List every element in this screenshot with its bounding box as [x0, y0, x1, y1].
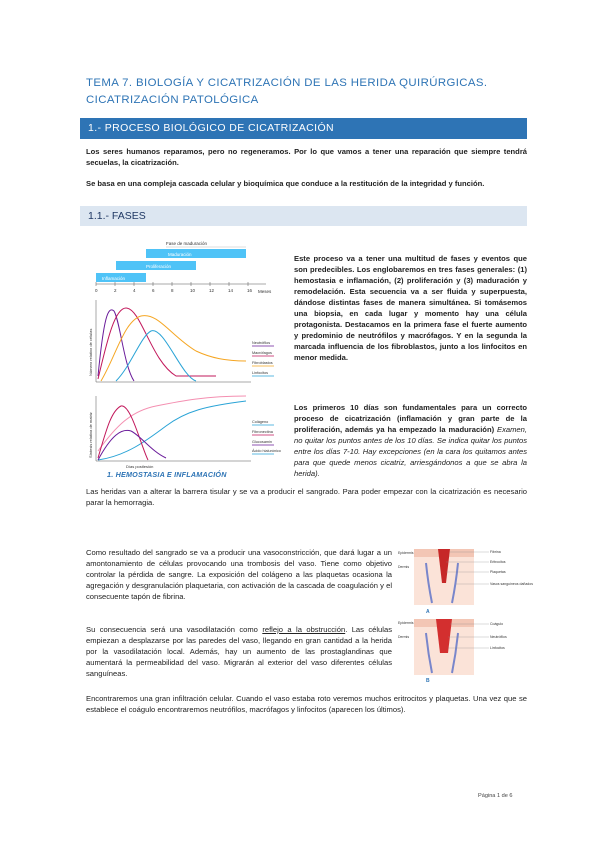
first-days-text: Los primeros 10 días son fundamentales para un correcto proceso de cicatrización (inflamación y gran parte de la proliferación, además ya ha empezado la maduración)	[294, 403, 527, 434]
maturation-bar	[146, 249, 246, 258]
svg-text:Neutrófilos: Neutrófilos	[252, 341, 271, 345]
bar-label-proliferation: Proliferación	[146, 264, 172, 269]
vasodilation-underline: reflejo a la obstrucción	[262, 625, 346, 634]
neutrophils-curve	[98, 310, 134, 381]
page-title: TEMA 7. BIOLOGÍA Y CICATRIZACIÓN DE LAS HERIDA QUIRÚRGICAS. CICATRIZACIÓN PATOLÓGICA	[86, 77, 488, 106]
svg-text:Epidermis: Epidermis	[398, 551, 414, 555]
bottom-y-label: Síntesis relativa de matriz	[88, 412, 93, 458]
x-tick-label: 14	[228, 288, 234, 293]
svg-text:Macrófagos: Macrófagos	[252, 351, 272, 355]
svg-text:Epidermis: Epidermis	[398, 621, 414, 625]
lymphocytes-curve	[116, 331, 196, 381]
svg-text:Fibroblastos: Fibroblastos	[252, 361, 273, 365]
x-tick-label: 8	[171, 288, 174, 293]
paragraph-vasodilation	[86, 624, 392, 679]
svg-text:Eritrocitos: Eritrocitos	[490, 560, 506, 564]
x-axis-label: Días postlesión	[126, 464, 154, 469]
first-days-paragraph	[294, 402, 527, 479]
svg-text:Linfocitos: Linfocitos	[490, 646, 505, 650]
svg-text:Glucosamin: Glucosamin	[252, 440, 273, 444]
subsection-hemostasis: 1. HEMOSTASIA E INFLAMACIÓN	[107, 470, 227, 479]
exam-note: Examen, no quitar los puntos antes de los 10 días. Se indica quitar los puntos entre los días 7-10. Hay excepciones (en la cara los quitamos antes para que quede menos cicatriz, arriesgándonos a que se abra la herida).	[294, 425, 527, 478]
panel-b	[398, 619, 507, 684]
paragraph-bleeding: Las heridas van a alterar la barrera tisular y se va a producir el sangrado. Para poder empezar con la cicatrización es necesario parar la hemorragia.	[86, 487, 527, 507]
paragraph-cascade: Se basa en una compleja cascada celular y bioquímica que conduce a la restitución de la integridad y función.	[86, 179, 485, 188]
fibroblasts-curve	[101, 316, 246, 381]
svg-text:Dermis: Dermis	[398, 565, 410, 569]
svg-text:Plaquetas: Plaquetas	[490, 570, 506, 574]
x-tick-label: 6	[152, 288, 155, 293]
bar-label-inflammation: Inflamación	[102, 276, 126, 281]
section-heading: 1.- PROCESO BIOLÓGICO DE CICATRIZACIÓN	[88, 122, 335, 134]
svg-text:Vasos sanguíneos dañados: Vasos sanguíneos dañados	[490, 582, 533, 586]
x-tick-label: 2	[114, 288, 117, 293]
x-tick-label: 16	[247, 288, 253, 293]
x-tick-label: 12	[209, 288, 215, 293]
phases-paragraph: Este proceso va a tener una multitud de fases y eventos que son predecibles. Los englobaremos en tres fases generales: (1) hemostasia e inflamación, (2) proliferación y (3) maduración y remodelación. Esta secuencia va a ser fluida y superpuesta, dándose distintas fases de manera simultánea. Si tomásemos una biopsia, en cada lugar y momento hay una célula protagonista. Destacamos en la primera fase el fuerte aumento y predominio de neutrófilos y macrófagos. Y en la segunda la marcada influencia de los fibroblastos, junto a los linfocitos en menor medida.	[294, 254, 527, 362]
x-tick-label: 4	[133, 288, 136, 293]
subsection-heading: 1.1.- FASES	[88, 210, 146, 222]
macrophages-curve	[98, 308, 216, 379]
glucosamine-curve	[98, 406, 148, 460]
svg-text:Linfocitos: Linfocitos	[252, 371, 269, 375]
x-axis-ticks	[95, 282, 253, 293]
x-end-label: Meses	[258, 289, 272, 294]
vasodilation-text-a: Su consecuencia será una vasodilatación como	[86, 625, 263, 634]
svg-text:A: A	[426, 609, 430, 615]
svg-text:Fibronectina: Fibronectina	[252, 430, 273, 434]
vasodilation-text-b: . Las células empiezan a desplazarse por las paredes del vaso, llegando en gran cantidad a la herida por la vasodilatación local. Además, hay un aumento de las prostaglandinas que aumentará la permeabilidad del vaso. Migrarán al exterior del vaso diferentes células sanguíneas.	[86, 625, 392, 678]
collagen-curve	[98, 401, 246, 460]
svg-text:B: B	[426, 678, 430, 684]
page-footer: Página 1 de 6	[478, 793, 513, 799]
svg-text:Colágeno: Colágeno	[252, 420, 269, 424]
x-tick-label: 0	[95, 288, 98, 293]
subsection-heading-bar	[80, 206, 527, 226]
paragraph-intro: Los seres humanos reparamos, pero no regeneramos. Por lo que vamos a tener una reparación que siempre tendrá secuelas, la cicatrización.	[86, 147, 527, 167]
svg-text:Fibrina: Fibrina	[490, 550, 501, 554]
paragraph-infiltration: Encontraremos una gran infiltración celular. Cuando el vaso estaba roto veremos muchos eritrocitos y plaquetas. Una vez que se establece el coágulo encontraremos neutrófilos, macrófagos y linfocitos (aparecen los últimos).	[86, 694, 527, 714]
section-heading-bar	[80, 118, 527, 139]
svg-text:Coágulo: Coágulo	[490, 622, 504, 626]
bottom-legend	[252, 420, 281, 454]
skin-wound-illustration	[396, 543, 533, 684]
bar-label-maturation: Maduración	[168, 252, 192, 257]
top-y-label: Número relativo de células	[88, 328, 93, 376]
bar-label-phase: Fase de maduración	[166, 241, 208, 246]
x-tick-label: 10	[190, 288, 196, 293]
svg-text:Neutrófilos: Neutrófilos	[490, 635, 507, 639]
svg-text:Dermis: Dermis	[398, 635, 410, 639]
top-legend	[252, 341, 274, 376]
svg-text:Ácido hialurónico: Ácido hialurónico	[252, 449, 281, 453]
panel-a	[398, 549, 533, 615]
wound-healing-phases-figure	[86, 236, 281, 470]
paragraph-vasoconstriction: Como resultado del sangrado se va a producir una vasoconstricción, que dará lugar a un amontonamiento de células provocando una trombosis del vaso. Tiene como objetivo controlar la pérdida de sangre. La exposición del colágeno a las plaquetas ocasiona la agregación y desgranulación plaquetaria, con activación de la cascada de coagulación y el consecuente tapón de fibrina.	[86, 548, 392, 601]
hyaluronic-curve	[98, 430, 166, 460]
